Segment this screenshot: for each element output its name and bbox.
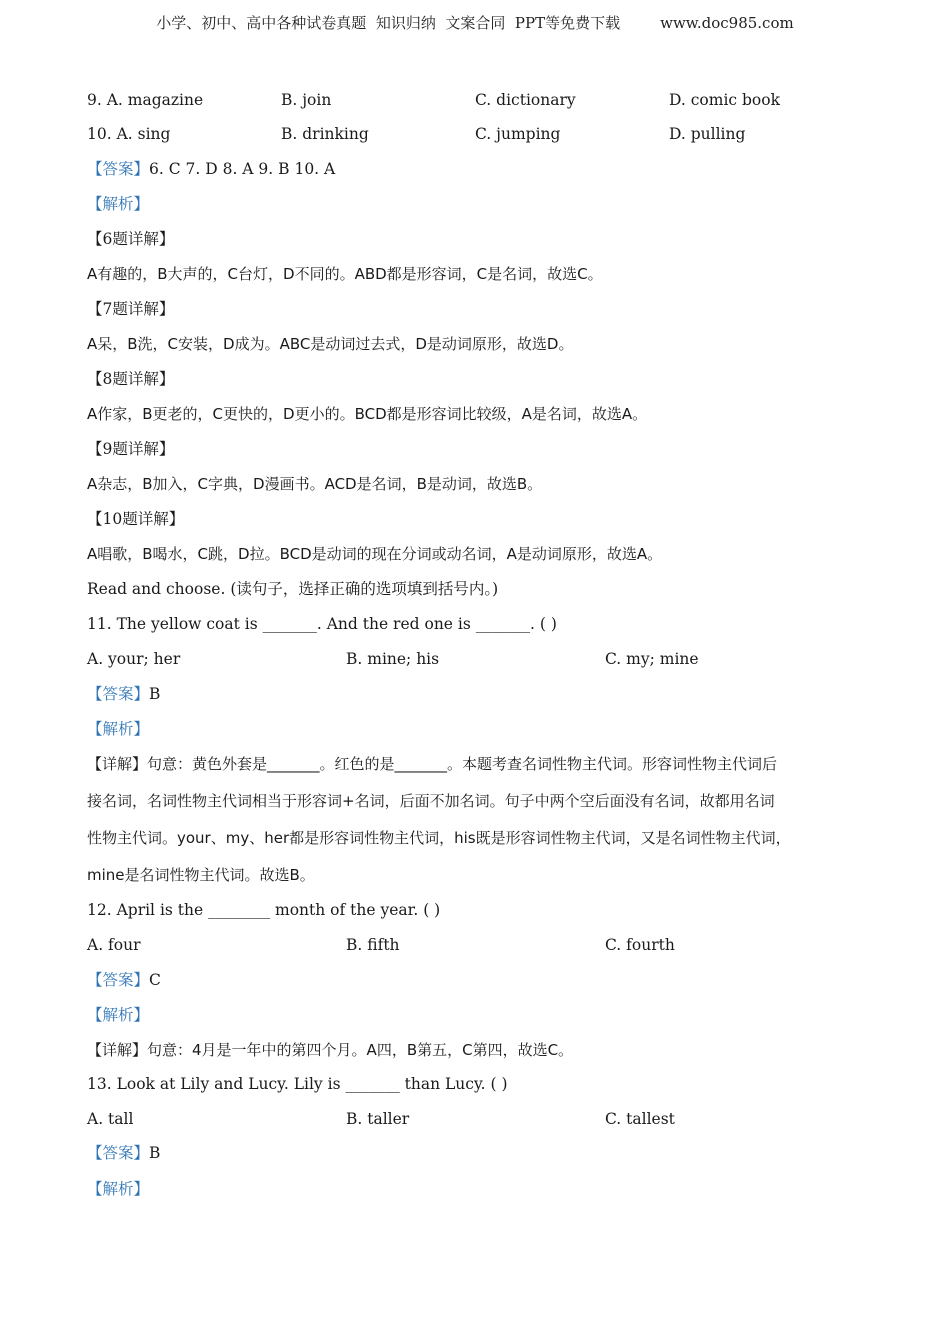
detail-6-text: A有趣的，B大声的，C台灯，D不同的。ABD都是形容词，C是名词，故选C。 — [87, 265, 603, 283]
q10-option-b: B. drinking — [281, 125, 369, 143]
q12-option-a: A. four — [87, 936, 141, 954]
detail-7-text: A呆，B洗，C安装，D成为。ABC是动词过去式，D是动词原形，故选D。 — [87, 335, 574, 353]
detail-10-text: A唱歌，B喝水，C跳，D拉。BCD是动词的现在分词或动名词，A是动词原形，故选A。 — [87, 545, 663, 563]
detail-tag: 【详解】 — [87, 1041, 148, 1059]
q11-analysis-tag: 【解析】 — [87, 720, 150, 738]
q12-analysis-tag: 【解析】 — [87, 1006, 150, 1024]
q11-option-a: A. your; her — [87, 650, 181, 668]
q9-option-c: C. dictionary — [475, 91, 576, 109]
block1-answer — [87, 159, 335, 179]
q10-option-a: 10. A. sing — [87, 125, 171, 143]
detail-10-title: 【10题详解】 — [87, 510, 185, 528]
q13-question: 13. Look at Lily and Lucy. Lily is _______ than Lucy. ( ) — [87, 1075, 508, 1093]
q10-option-d: D. pulling — [669, 125, 746, 143]
detail-7-title: 【7题详解】 — [87, 300, 175, 318]
q12-question: 12. April is the ________ month of the year. ( ) — [87, 901, 441, 919]
q12-option-c: C. fourth — [605, 936, 675, 954]
answer-tag: 【答案】 — [87, 1144, 150, 1162]
q11-detail-line-4: mine是名词性物主代词。故选B。 — [87, 866, 315, 884]
q13-option-c: C. tallest — [605, 1110, 675, 1128]
answer-value: B — [149, 685, 161, 703]
header-url: www.doc985.com — [660, 14, 794, 32]
section-heading: Read and choose. (读句子，选择正确的选项填到括号内。) — [87, 580, 499, 598]
q11-question: 11. The yellow coat is _______. And the red one is _______. ( ) — [87, 615, 557, 633]
answer-tag: 【答案】 — [87, 971, 150, 989]
q12-option-b: B. fifth — [346, 936, 400, 954]
header-text: 小学、初中、高中各种试卷真题 知识归纳 文案合同 PPT等免费下载 — [156, 14, 621, 32]
detail-9-text: A杂志，B加入，C字典，D漫画书。ACD是名词，B是动词，故选B。 — [87, 475, 543, 493]
q11-answer — [87, 684, 160, 704]
block1-analysis-tag: 【解析】 — [87, 195, 150, 213]
q9-option-b: B. join — [281, 91, 332, 109]
detail-8-text: A作家，B更老的，C更快的，D更小的。BCD都是形容词比较级，A是名词，故选A。 — [87, 405, 648, 423]
q9-option-d: D. comic book — [669, 91, 780, 109]
q11-detail-line-3: 性物主代词。your、my、her都是形容词性物主代词，his既是形容词性物主代词，又是名词性物主代词， — [87, 829, 791, 847]
q11-detail-line-1 — [87, 754, 777, 774]
q11-detail-line-2: 接名词，名词性物主代词相当于形容词+名词，后面不加名词。句子中两个空后面没有名词，故都用名词 — [87, 792, 775, 810]
page-header — [0, 12, 950, 33]
q12-answer — [87, 970, 161, 990]
detail-text: 句意：黄色外套是_______。红色的是_______。本题考查名词性物主代词。形容词性物主代词后 — [147, 755, 778, 773]
q13-option-a: A. tall — [87, 1110, 134, 1128]
q13-answer — [87, 1143, 160, 1163]
q10-option-c: C. jumping — [475, 125, 561, 143]
q13-option-b: B. taller — [346, 1110, 410, 1128]
detail-6-title: 【6题详解】 — [87, 230, 175, 248]
q13-analysis-tag: 【解析】 — [87, 1180, 150, 1198]
answer-tag: 【答案】 — [87, 685, 150, 703]
answer-value: C — [149, 971, 161, 989]
answer-value: 6. C 7. D 8. A 9. B 10. A — [149, 160, 336, 178]
detail-9-title: 【9题详解】 — [87, 440, 175, 458]
detail-tag: 【详解】 — [87, 755, 148, 773]
answer-tag: 【答案】 — [87, 160, 150, 178]
q9-option-a: 9. A. magazine — [87, 91, 204, 109]
q12-detail — [87, 1040, 573, 1060]
detail-8-title: 【8题详解】 — [87, 370, 175, 388]
detail-text: 句意：4月是一年中的第四个月。A四，B第五，C第四，故选C。 — [147, 1041, 574, 1059]
q11-option-c: C. my; mine — [605, 650, 699, 668]
answer-value: B — [149, 1144, 161, 1162]
q11-option-b: B. mine; his — [346, 650, 440, 668]
